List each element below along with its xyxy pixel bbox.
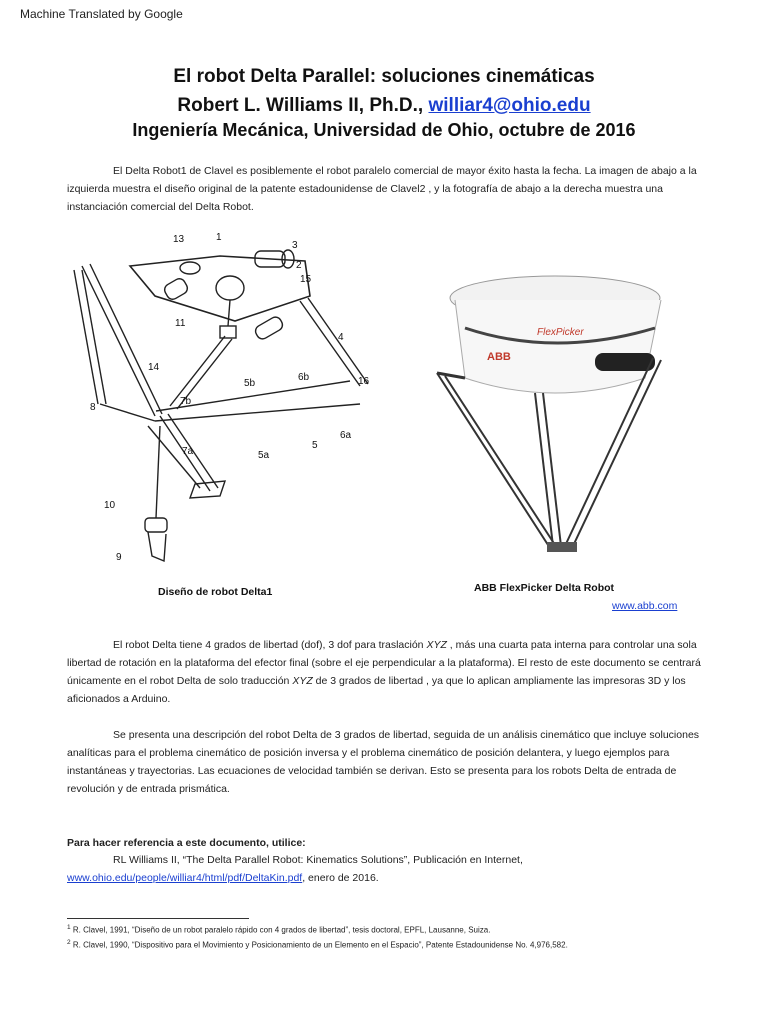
patent-label-5b: 5b [244, 378, 256, 389]
dof-text-b: , más una cuarta pata interna para controlar una sola libertad de rotación en la plataforma del efector final (sobre el eje perpendicular a la plataforma). El resto de este documento se centrará únicamente en el robot Delta de solo traducción [67, 639, 701, 687]
dof-paragraph [67, 636, 707, 708]
right-figure-caption: ABB FlexPicker Delta Robot [474, 582, 615, 594]
footnote-2 [67, 939, 568, 950]
abb-flexpicker-photo [425, 258, 675, 568]
intro-paragraph: El Delta Robot1 de Clavel es posiblemente el robot paralelo comercial de mayor éxito hasta la fecha. La imagen de abajo a la izquierda muestra el diseño original de la patente estadounidense de Clavel2 , y la fotografía de abajo a la derecha muestra una instanciación comercial del Delta Robot. [67, 165, 697, 213]
abb-website-link[interactable]: www.abb.com [612, 600, 678, 612]
footnote-2-number: 2 [67, 939, 71, 946]
patent-label-7b: 7b [180, 396, 192, 407]
patent-label-13: 13 [173, 234, 185, 245]
affiliation-line: Ingeniería Mecánica, Universidad de Ohio, octubre de 2016 [132, 120, 636, 140]
reference-heading: Para hacer referencia a este documento, utilice: [67, 837, 306, 849]
dof-text-a: El robot Delta tiene 4 grados de libertad (dof), 3 dof para traslación [113, 639, 427, 651]
patent-label-9: 9 [116, 552, 122, 563]
footnote-divider [67, 918, 249, 919]
reference-tail: , enero de 2016. [302, 872, 379, 884]
footnote-1-number: 1 [67, 924, 71, 931]
abb-logo-label: ABB [487, 351, 511, 363]
patent-label-14: 14 [148, 362, 160, 373]
dof-text-c: de 3 grados de libertad , ya que lo aplican ampliamente las impresoras 3D y los aficionados a Arduino. [67, 675, 686, 705]
patent-label-1: 1 [216, 232, 222, 243]
left-figure-caption: Diseño de robot Delta1 [158, 586, 273, 598]
patent-label-4: 4 [338, 332, 344, 343]
document-title: El robot Delta Parallel: soluciones cinemáticas [173, 66, 595, 87]
patent-label-15: 15 [300, 274, 312, 285]
author-email-link[interactable]: williar4@ohio.edu [428, 95, 591, 116]
patent-label-11: 11 [175, 318, 186, 329]
xyz-term-2: XYZ [292, 675, 313, 687]
patent-label-5a: 5a [258, 450, 270, 461]
patent-label-6b: 6b [298, 372, 310, 383]
patent-label-10: 10 [104, 500, 116, 511]
delta-patent-drawing [60, 226, 390, 576]
patent-label-7a: 7a [182, 446, 194, 457]
robot-brand-label: FlexPicker [537, 327, 584, 338]
patent-label-2: 2 [296, 260, 302, 271]
footnote-2-text: R. Clavel, 1990, “Dispositivo para el Movimiento y Posicionamiento de un Elemento en el Espacio”, Patente Estadounidense No. 4,976,582. [70, 940, 568, 950]
machine-translated-note: Machine Translated by Google [20, 7, 183, 21]
author-line [0, 95, 768, 117]
patent-label-3: 3 [292, 240, 298, 251]
patent-label-6a: 6a [340, 430, 352, 441]
reference-citation: RL Williams II, “The Delta Parallel Robot: Kinematics Solutions”, Publicación en Internet, [113, 854, 523, 866]
author-name: Robert L. Williams II, Ph.D., [177, 95, 429, 116]
footnote-1-text: R. Clavel, 1991, “Diseño de un robot paralelo rápido con 4 grados de libertad”, tesis doctoral, EPFL, Lausanne, Suiza. [70, 925, 491, 935]
reference-link-line [67, 869, 707, 887]
patent-label-16: 16 [358, 376, 370, 387]
patent-label-8: 8 [90, 402, 96, 413]
description-paragraph: Se presenta una descripción del robot Delta de 3 grados de libertad, seguida de un análisis cinemático que incluye soluciones analíticas para el problema cinemático de posición inversa y el problema cinemático de posición delantera, y luego ejemplos para instantáneas y trayectorias. Las ecuaciones de velocidad también se derivan. Esto se presenta para los robots Delta de entrada de revolución y de entrada prismática. [67, 729, 700, 795]
xyz-term-1: XYZ [426, 639, 447, 651]
patent-label-5: 5 [312, 440, 318, 451]
deltakin-pdf-link[interactable]: www.ohio.edu/people/williar4/html/pdf/DeltaKin.pdf [67, 872, 303, 884]
footnote-1 [67, 924, 490, 935]
